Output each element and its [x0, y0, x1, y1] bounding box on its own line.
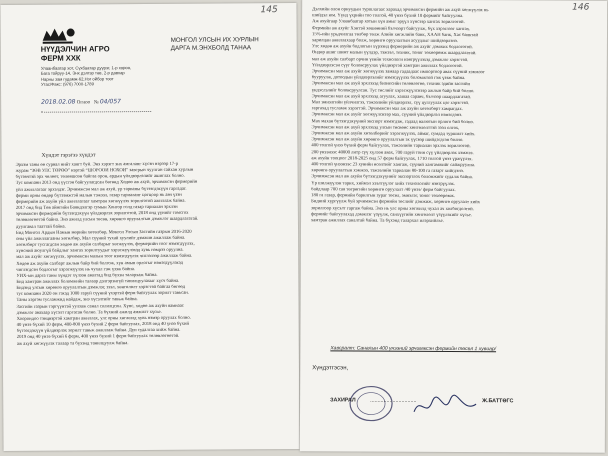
- paragraph-line: төлөвлөгөөтэй байна. Энэ ажилд улсын төсөв, хөрөнгө оруулалтын дэмжлэг шаардлагатай.: [15, 217, 199, 224]
- page-number: 145: [260, 5, 278, 16]
- company-name-line: ФЕРМ ХХК: [40, 53, 81, 63]
- paragraph-line: бүтээгдэхүүн үйлдвэрлэх зорилт тавьж ажиллаж байна. Дүн судалгаа хийж байна.: [16, 328, 181, 335]
- paragraph-line: Эрчимжсэн мал аж ахуй эрхлэхэд агуулах, хашаа саравч, бэлчээр шаардлагатай.: [311, 94, 472, 100]
- date-label: Огноо: [76, 100, 91, 106]
- letter-body-continued: [311, 7, 600, 226]
- greeting: Хүндэт гэрэгээ хүндэт: [41, 152, 96, 159]
- paragraph-line: бүтэвчтэй эрх чөлөөт, төлөвшсөн байгаа орон, ардын үйлдвэрлэлийг ашиглах болно.: [15, 174, 185, 181]
- letter-date: 2018.02.08: [41, 98, 76, 106]
- paragraph-line: гаргахад тусламж хэрэгтэй. Эрчимжсэн мал аж ахуйн хөтөлбөрт хамрагдах.: [311, 106, 463, 113]
- paragraph-line: бууруулж, дотоодын үйлдвэрлэлийг нэмэгдүүлэх боломжтой гэж үзэж байна.: [311, 75, 466, 82]
- paragraph-line: чиглэгдсэн бодлогыг хэрэгжүүлэх нь чухал гэж үзэж байна.: [16, 266, 136, 273]
- paragraph-line: 15%-ийн урьдчилгаа төлбөр төлж Азийн хөгжлийн банк, ХААН банк, Хас банктай: [311, 32, 478, 38]
- paragraph-line: 180 га газар, фермийн барилгын зураг төсөл, эмнэлэг, тоног төхөөрөмж.: [311, 193, 455, 200]
- letter-page-right: [300, 0, 607, 453]
- paragraph-line: хүнсний аюулгүй байдлыг хангах зорилтуудыг хэрэгжүүлэхэд хувь нэмрээ оруулна.: [16, 247, 184, 255]
- paragraph-line: Эрчимжсэн мал аж ахуйн бүтээгдэхүүнийг экспортлох боломжийг судалж байна.: [311, 174, 473, 181]
- paragraph-line: Улс хөдөө аж ахуйн бодлогын хүрээнд фермерийн аж ахуйг дэмжих бодлоготой.: [311, 44, 473, 51]
- letter-number: 04/057: [99, 98, 121, 106]
- letter-page-left: [0, 3, 299, 451]
- paragraph-line: 2017 онд бид Төв аймгийн Баяндэлгэр сумын Хонгор голд газар тариалан эрхлэн: [15, 204, 178, 212]
- recipient-line: ДАРГА М.ЭНХБОЛД ТАНАА: [170, 44, 252, 52]
- paragraph-line: мал аж ахуйг хөгжүүлэх, эрчимжсэн малын тоог нэмэгдүүлэх чиглэлээр ажиллаж байна.: [16, 254, 193, 261]
- paragraph-line: фермийг байгуулахад дэмжлэг үзүүлж, санхүүгийн хөнгөлөлт үзүүлэхийг хүсье.: [311, 211, 472, 218]
- paragraph-line: шийдэл юм. Үүнд үхрийн тоо толгой, 40 үнээ бүхий 10 фермийг байгуулна.: [312, 13, 464, 20]
- paragraph-line: хамтран ажиллах саналтай байна. Та бүхэнд талархал илэрхийлье.: [311, 218, 444, 224]
- paragraph-line: Фермийн аж ахуйг Хэнтэй хөшөөний бэлчээрт байгуулж, бүх хэрэглээг хангах.: [312, 25, 471, 32]
- company-logo: [41, 24, 79, 44]
- paragraph-line: Бидний хүргүүлж буй эрчимжсэн фермийн төслийг дэмжиж, хөрөнгө оруулалт хийх: [311, 199, 481, 206]
- paragraph-line: дуулгавал тааттай байна.: [15, 224, 66, 230]
- signer-name: Ж.БАТТӨГС: [482, 398, 514, 405]
- paragraph-line: 40 үнээ бүхий 10 ферм, 400-800 үнээ бүхий 2 ферм байгуулах, 2018 онд 40 үнээ бүхий: [16, 321, 190, 328]
- paragraph-line: аж ахуй хөгжүүлэх талаар та бүхэнд танилцуулж байна.: [16, 340, 129, 347]
- paragraph-line: УИХ-ын дарга таны хүндэт хүлээн авалтад бид бүхэн талархаж байна.: [16, 272, 158, 279]
- paragraph-line: Хоорондоо тэнцвэртэй хамтран ажиллах, улс орны хөгжилд хувь нэмэр оруулах болно.: [16, 315, 191, 322]
- paragraph-line: тус компани 2020 он гэхэд 1000 гаруй сүүний үхэртэй ферм байгуулах зорилт тавьсан.: [16, 291, 189, 298]
- paragraph-line: дэмжлэг авахаар хүсэлт гаргасан болно. Та бүхний ажилд амжилт хүсье.: [16, 309, 162, 316]
- company-address: [41, 65, 181, 88]
- paragraph-line: хөрөнгө оруулалтын хэмжээ, тэжээлийн тариалан 80-100 га газарт хийгдэнэ.: [311, 168, 465, 175]
- paragraph-line: хөтөлбөрт тусгагдсан хөдөө аж ахуйн салбарыг хөгжүүлэх, фермерийн тоог нэмэгдүүлэх,: [16, 241, 195, 248]
- paragraph-line: Мал эмнэлгийн үйлчилгээ, тэжээлийн үйлдвэрлэл, сүү цуглуулах цэг хэрэгтэй.: [311, 100, 470, 107]
- paragraph-line: Эрчимжсэн мал аж ахуйг хөгжүүлэх замаар гадаадаас импортоор авах сүүний хэмжээг: [311, 69, 485, 76]
- paragraph-line: Эрчимжсэн мал аж ахуйн хөтөлбөрийг хэрэгжүүлэх, аймаг, сумдад туршилт хийх.: [311, 131, 476, 138]
- paragraph-line: Үр шилжүүлэн тарих, хиймэл хээлтүүлэг хийх технологийг нэвтрүүлэх.: [311, 180, 456, 187]
- paragraph-line: аж ахуйн тооцоог 2018-2025 онд 57 ферм байгуулах, 1710 толгой үнээ үржүүлэх.: [311, 156, 473, 162]
- paragraph-line: 200 үнээнээс 40000 литр сүү хүлээн авах, 700 гаруй тонн сүү үйлдвэрлэх хэмжээ.: [311, 149, 474, 156]
- address-line: Нарны зам гудамж-62,Нэг ойбор тоот: [40, 76, 114, 82]
- attachment-note: Хавсралт: Саналын 400 үнээний эрчимжсэн фермийн төсөл 1 хувиар/: [330, 345, 497, 353]
- paragraph-line: Мах махан бүтээгдэхүүний экспорт нэмэгдэж, гадаад валютын орлого бий болно.: [311, 118, 475, 125]
- recipient-block: [171, 36, 291, 53]
- paragraph-line: 400 толгой үнээ бүхий ферм байгуулах, тэжээлийн тариалан эрхлэх зорилготой.: [311, 143, 471, 150]
- closing: Хүндэтгэсэн,: [312, 365, 349, 372]
- paragraph-line: Эрчимжсэн мал аж ахуйн хөрөнгө оруулалтын эх үүсвэр шийдэгдсэн болно.: [311, 137, 464, 144]
- paragraph-line: Өндөр ашиг шимт малын үүлдэр, тэжээл, техник, тоног төхөөрөмж шаардлагатай.: [311, 50, 477, 57]
- paragraph-line: байдлаар 700 сая төгрөгийн хөрөнгө оруулалт /40 үнээ/ ферм байгуулах.: [311, 187, 456, 193]
- paragraph-line: Бид хамтран ажиллах боломжийн талаар дэлгэрэнгүй танилцуулахыг хүсч байна.: [16, 278, 180, 285]
- paragraph-line: харилцан ажиллахаар болж, хөрөнгө оруулалтын асуудлыг шийдвэрлэнэ.: [311, 38, 459, 45]
- paragraph-line: 2019 онд 40 үнээ бүхий 6 ферм, 400 үнээ бүхий 1 ферм байгуулах төлөвлөгөөтэй.: [16, 334, 180, 341]
- paragraph-line: Засгийн газрын тэргүүнтэй уулзаж санал солилцсон. Хүнс, хөдөө аж ахуйн яамнаас: [16, 303, 184, 310]
- paragraph-line: Эрчимжсэн мал аж ахуй эрхлэхэд бизнесийн төлөвлөгөө, техник эдийн засгийн: [311, 81, 470, 88]
- address-line: Улаанбаатар хот, Сүхбаатар дүүрэг, 1-р хороо,: [40, 65, 132, 71]
- signature: [410, 392, 480, 422]
- address-line: Утас/Факс: (976) 7000-1789: [40, 81, 94, 87]
- paragraph-line: үндэслэлийг боловсруулсан. Тус төслийг хэрэгжүүлснээр ажлын байр бий болно.: [311, 87, 475, 94]
- company-name-line: НҮҮДЭЛЧИН АГРО: [40, 44, 110, 54]
- signer-title: ЗАХИРАЛ: [330, 397, 356, 404]
- page-number: 146: [572, 2, 590, 13]
- paragraph-line: 400 толгой үнээнээс 23 хувийн өсөлтийг хангаж, сүүний хангамжийг сайжруулна.: [311, 162, 476, 169]
- paragraph-line: ферми орны өндөр бүтээмжтэй малын тэжээл, газар тариаланг цогцоор нь авч үзэн: [15, 192, 182, 199]
- recipient-line: МОНГОЛ УЛСЫН ИХ ХУРЛЫН: [170, 36, 259, 44]
- date-line: [41, 105, 151, 113]
- paragraph-line: Дэлхийн олон орнуудын туршлагаас харахад эрчимжсэн фермийн аж ахуй хөгжүүлэх нь: [312, 7, 489, 14]
- paragraph-line: Эрчимжсэн мал аж ахуйг хөгжүүлснээр мах, сүүний үйлдвэрлэл нэмэгдэнэ.: [311, 112, 463, 119]
- date-reference: [41, 98, 181, 113]
- paragraph-line: Бид Монгол Ардын Намын мөрийн хөтөлбөр, Монгол Улсын Засгийн газрын 2016-2020: [16, 229, 192, 236]
- paragraph-line: үйл ажиллагааг эрхэлдэг. Эрчимжсэн мал аж ахуй, үр тарианы бүтээгдэхүүн гаргадаг.: [15, 186, 187, 193]
- address-line: Бага тойруу-14, Энх дэлгэр төв, 2-р давхар: [40, 70, 125, 77]
- paragraph-line: фермерийн аж ахуйн үйл ажиллагааг хамтран хөгжүүлэх зорилготой ажиллаж байна.: [15, 198, 186, 205]
- paragraph-line: Хөдөө аж ахуйн салбарт ажлын байр бий болгож, хүн амын орлогыг нэмэгдүүлэхэд: [16, 260, 183, 267]
- signature-line: ...............................: [370, 397, 417, 404]
- company-name: [41, 44, 161, 63]
- paragraph-line: оны үйл ажиллагааны хөтөлбөр, Мал сүүний тухай хуулийг дэмжин ажиллаж байна.: [16, 235, 186, 242]
- number-label: №: [93, 100, 99, 106]
- paragraph-line: журам “ЗӨВ УЛС ТӨРӨӨ” нэртэй “ШОРООЙ НОХОЙ” завсрын чуулган сайхан хурлын: [15, 167, 194, 175]
- paragraph-line: Таны хэргэм тусламжид найдаж, энэ хүсэлтийг тавьж байна.: [16, 297, 138, 304]
- paragraph-line: эрчимжсэн фермерийн бүтээгдэхүүн үйлдвэрлэх зорилготой, 2018 онд үүнийг томсгох: [15, 210, 189, 218]
- letter-body: [16, 161, 291, 348]
- paragraph-line: Аж ахуйгаар Улаанбаатар хотын хүн амыг эрүүл хүнсээр хангах зорилготой.: [312, 19, 465, 26]
- paragraph-line: мал аж ахуйн салбарт орчин үеийн технологи нэвтрүүлэхэд дэмжлэг хэрэгтэй.: [311, 56, 469, 63]
- paragraph-line: Тус компани 2013 онд үүсгэн байгуулагдсан бөгөөд Хөдөө аж ахуй, эрчимжсэн фермерийн: [15, 180, 198, 187]
- paragraph-line: Үйлдвэрлэсэн сүүг боловсруулах үйлдвэртэй хамтран ажиллах бодлоготой.: [311, 63, 463, 69]
- paragraph-line: Эрчимжсэн мал аж ахуй эрхлэхэд улсын төсвөөс хөнгөлөлттэй зээл олгох,: [311, 125, 460, 131]
- paragraph-line: Бидэнд улсын хөрөнгө оруулалтын дэмжлэг, зээл, хөнгөлөлт хэрэгтэй байгаа бөгөөд: [16, 284, 186, 292]
- paragraph-line: зорилгоор хүсэлт гаргаж байна. Энэ нь улс орны хөгжилд чухал ач холбогдолтой.: [311, 205, 474, 212]
- paragraph-line: Эрхэм таны өө сурвал нийт хаягт буй. Энэ хэрэгт энх амгаланг хүсэн нэрээр 17-р: [15, 161, 179, 168]
